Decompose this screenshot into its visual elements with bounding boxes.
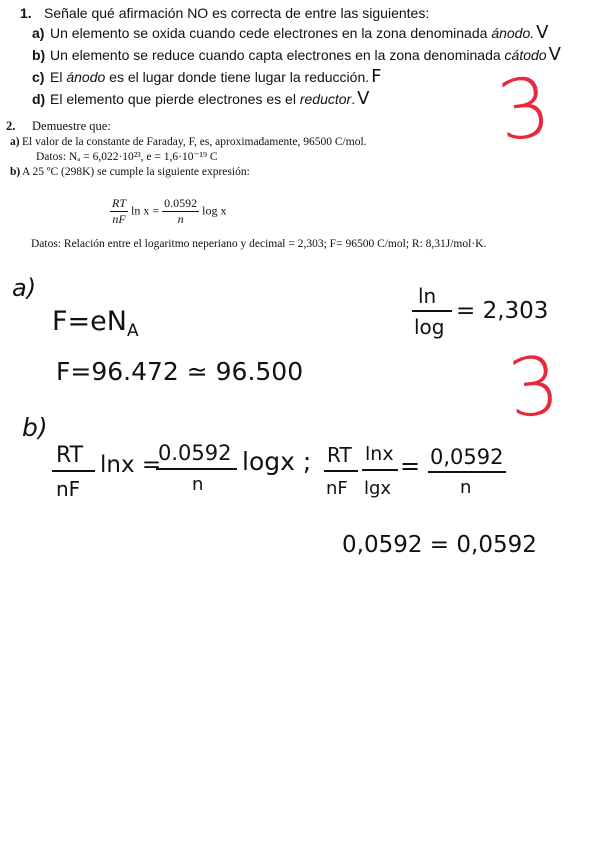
option-d-letter: d) bbox=[32, 91, 46, 107]
b-den-4: lgx bbox=[364, 478, 392, 499]
question-2-number: 2. bbox=[6, 119, 16, 133]
option-c-term: ánodo bbox=[66, 69, 106, 85]
b-den-2: n bbox=[192, 474, 204, 495]
ratio-value: = 2,303 bbox=[456, 298, 549, 324]
grade-mark-2: 3 bbox=[503, 338, 564, 437]
b-num-1: RT bbox=[56, 443, 84, 468]
part-a-text: El valor de la constante de Faraday, F, es, aproximadamente, 96500 C/mol. bbox=[22, 136, 367, 148]
option-a-text: Un elemento se oxida cuando cede electrones en la zona denominada bbox=[50, 25, 492, 41]
formula-log: log x bbox=[202, 203, 227, 218]
option-d-term: reductor bbox=[299, 91, 352, 107]
part-b-datos: Datos: Relación entre el logaritmo neperiano y decimal = 2,303; F= 96500 C/mol; R: 8,31J/mol·K. bbox=[31, 238, 487, 250]
part-b-text: A 25 ºC (298K) se cumple la siguiente expresión: bbox=[22, 166, 250, 178]
question-1-text: Señale qué afirmación NO es correcta de entre las siguientes: bbox=[44, 5, 430, 21]
option-b-mark: V bbox=[548, 44, 561, 65]
b-num-5: 0,0592 bbox=[430, 445, 504, 469]
option-c-letter: c) bbox=[32, 69, 45, 85]
option-b-text: Un elemento se reduce cuando capta electrones en la zona denominada bbox=[50, 47, 505, 63]
formula-num-1: RT bbox=[112, 196, 127, 210]
b-den-3: nF bbox=[326, 478, 348, 499]
b-equals: = bbox=[400, 452, 421, 480]
option-d-text: El elemento que pierde electrones es el bbox=[50, 91, 300, 107]
option-a-term: ánodo. bbox=[491, 25, 535, 41]
formula-den-2: n bbox=[177, 212, 184, 226]
b-final-equation: 0,0592 = 0,0592 bbox=[342, 532, 537, 558]
b-num-3: RT bbox=[327, 443, 352, 467]
b-den-5: n bbox=[460, 477, 472, 498]
option-a-mark: V bbox=[536, 22, 549, 43]
answer-a-eq2: F=96.472 ≃ 96.500 bbox=[56, 357, 304, 386]
option-b-term: cátodo bbox=[504, 47, 547, 63]
part-a-datos: Datos: Nₐ = 6,022·10²³, e = 1,6·10⁻¹⁹ C bbox=[36, 151, 218, 163]
question-1-number: 1. bbox=[20, 5, 32, 21]
option-d-text2: . bbox=[351, 91, 356, 107]
ratio-denominator: log bbox=[414, 315, 445, 339]
formula-den-1: nF bbox=[112, 212, 126, 226]
b-log: logx ; bbox=[242, 447, 312, 476]
option-c-mark: F bbox=[371, 66, 382, 87]
b-den-1: nF bbox=[56, 477, 81, 501]
formula-num-2: 0.0592 bbox=[164, 196, 198, 210]
option-b-letter: b) bbox=[32, 47, 46, 63]
b-num-2: 0.0592 bbox=[158, 441, 232, 465]
answer-a-eq1: $F=eN_A$ bbox=[52, 306, 139, 341]
option-a-letter: a) bbox=[32, 25, 45, 41]
part-a-letter: a) bbox=[10, 136, 20, 148]
option-c-text2: es el lugar donde tiene lugar la reducción. bbox=[105, 69, 370, 85]
formula-ln: ln x = bbox=[131, 203, 160, 218]
question-2-text: Demuestre que: bbox=[32, 119, 111, 133]
ratio-numerator: ln bbox=[418, 284, 437, 308]
option-d-mark: V bbox=[357, 88, 370, 109]
b-num-4: lnx bbox=[365, 443, 394, 465]
b-ln: lnx = bbox=[100, 452, 162, 478]
grade-mark-1: 3 bbox=[491, 59, 557, 161]
answer-a-label: a) bbox=[12, 274, 37, 302]
option-c-text: El bbox=[50, 69, 67, 85]
part-b-letter: b) bbox=[10, 166, 21, 178]
answer-b-label: b) bbox=[22, 413, 48, 442]
